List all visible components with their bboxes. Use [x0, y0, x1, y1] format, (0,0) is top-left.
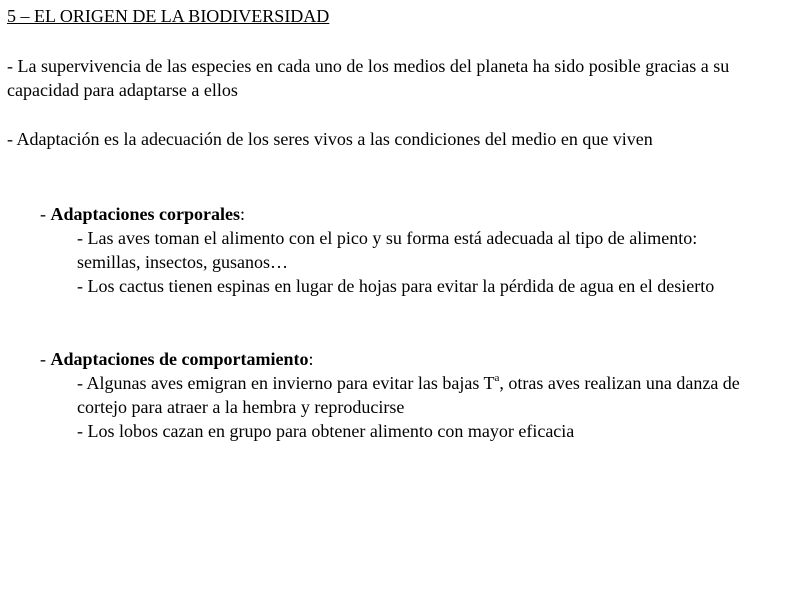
section-adaptaciones-comportamiento — [40, 347, 780, 443]
section-heading — [40, 202, 780, 226]
paragraph-supervivencia: - La supervivencia de las especies en cada uno de los medios del planeta ha sido posible gracias a su capacidad para adaptarse a ellos — [7, 56, 730, 100]
heading-text: Adaptaciones corporales — [50, 204, 240, 224]
heading-text: Adaptaciones de comportamiento — [50, 349, 309, 369]
list-item-aves-emigran — [77, 371, 757, 419]
item-text-after: , otras aves realizan una danza de cortejo para atraer a la hembra y reproducirse — [77, 373, 740, 417]
list-item-cactus-espinas: - Los cactus tienen espinas en lugar de hojas para evitar la pérdida de agua en el desierto — [77, 276, 715, 296]
heading-prefix: - — [40, 204, 51, 224]
superscript-a: a — [494, 372, 500, 384]
heading-prefix: - — [40, 349, 51, 369]
list-item-lobos-grupo: - Los lobos cazan en grupo para obtener alimento con mayor eficacia — [77, 421, 575, 441]
section-adaptaciones-corporales — [40, 202, 780, 298]
list-item-aves-pico: - Las aves toman el alimento con el pico y su forma está adecuada al tipo de alimento: semillas, insectos, gusanos… — [77, 228, 698, 272]
heading-suffix: : — [308, 349, 314, 369]
page-title: 5 – EL ORIGEN DE LA BIODIVERSIDAD — [7, 6, 330, 26]
section-heading — [40, 347, 780, 371]
heading-suffix: : — [239, 204, 245, 224]
paragraph-adaptacion-definicion: - Adaptación es la adecuación de los seres vivos a las condiciones del medio en que viven — [7, 129, 653, 149]
item-text-before: - Algunas aves emigran en invierno para evitar las bajas T — [77, 373, 495, 393]
